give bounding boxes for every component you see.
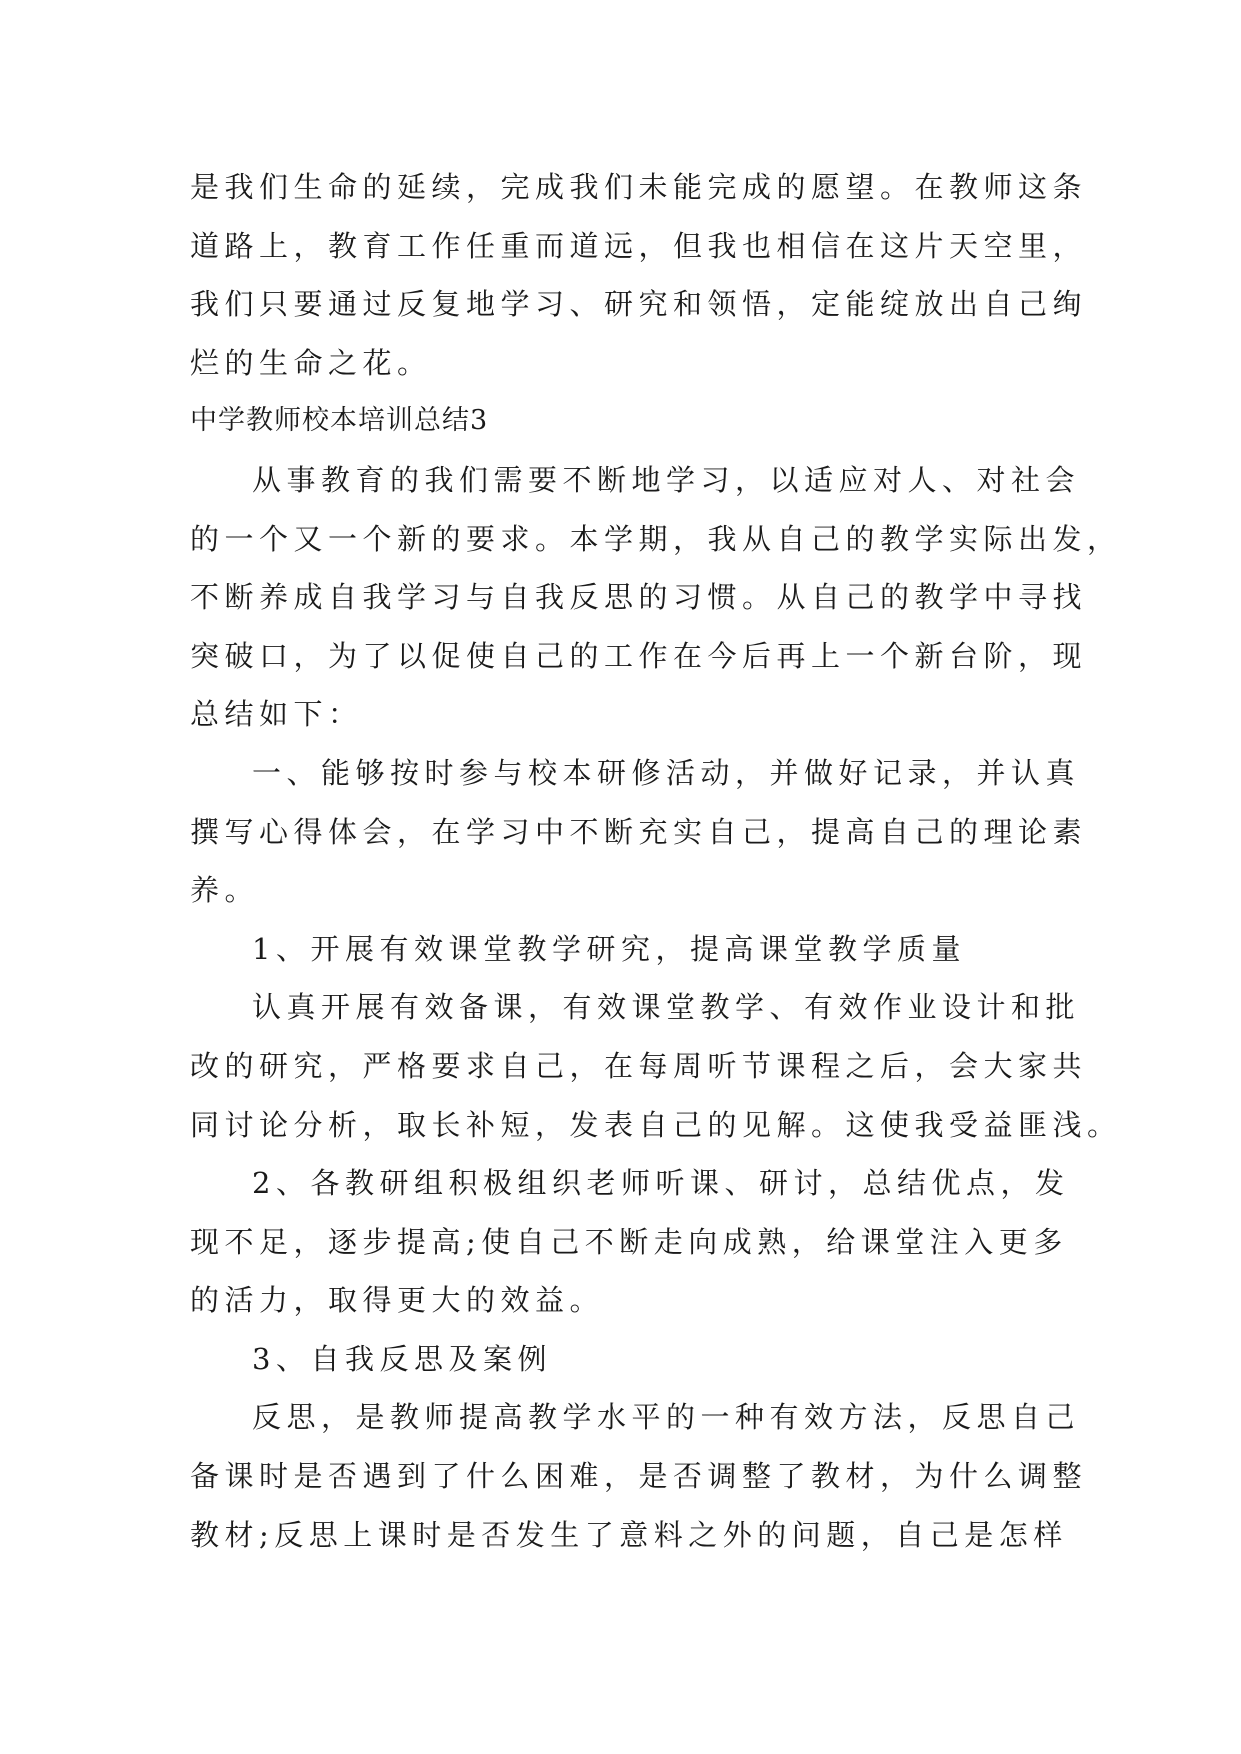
text-line: 备课时是否遇到了什么困难，是否调整了教材，为什么调整 [190, 1459, 1088, 1494]
text-line: 总结如下： [190, 697, 363, 732]
text-line: 同讨论分析，取长补短，发表自己的见解。这使我受益匪浅。 [190, 1107, 1122, 1142]
text-line: 的一个又一个新的要求。本学期，我从自己的教学实际出发， [190, 521, 1122, 556]
document-page [190, 158, 1122, 1564]
text-line: 反思，是教师提高教学水平的一种有效方法，反思自己 [252, 1400, 1081, 1435]
text-line: 的活力，取得更大的效益。 [190, 1283, 605, 1318]
text-line: 是我们生命的延续，完成我们未能完成的愿望。在教师这条 [190, 170, 1088, 204]
text-line: 3、自我反思及案例 [252, 1341, 552, 1376]
text-line: 现不足，逐步提高;使自己不断走向成熟，给课堂注入更多 [190, 1224, 1068, 1259]
text-line: 突破口，为了以促使自己的工作在今后再上一个新台阶，现 [190, 638, 1088, 673]
text-line: 1、开展有效课堂教学研究，提高课堂教学质量 [252, 931, 966, 966]
text-line: 我们只要通过反复地学习、研究和领悟，定能绽放出自己绚 [190, 287, 1088, 322]
text-line: 一、能够按时参与校本研修活动，并做好记录，并认真 [252, 755, 1081, 790]
text-line: 不断养成自我学习与自我反思的习惯。从自己的教学中寻找 [190, 580, 1088, 615]
text-line: 撰写心得体会，在学习中不断充实自己，提高自己的理论素 [190, 814, 1088, 849]
text-line: 从事教育的我们需要不断地学习，以适应对人、对社会 [252, 462, 1081, 497]
text-line: 认真开展有效备课，有效课堂教学、有效作业设计和批 [252, 990, 1081, 1025]
text-line: 改的研究，严格要求自己，在每周听节课程之后，会大家共 [190, 1048, 1088, 1083]
text-line: 烂的生命之花。 [190, 345, 432, 380]
text-line: 教材;反思上课时是否发生了意料之外的问题，自己是怎样 [190, 1517, 1068, 1552]
text-line: 道路上，教育工作任重而道远，但我也相信在这片天空里， [190, 228, 1088, 263]
text-line: 2、各教研组积极组织老师听课、研讨，总结优点，发 [252, 1166, 1070, 1201]
text-line: 养。 [190, 873, 260, 908]
section-heading: 中学教师校本培训总结3 [190, 405, 489, 437]
